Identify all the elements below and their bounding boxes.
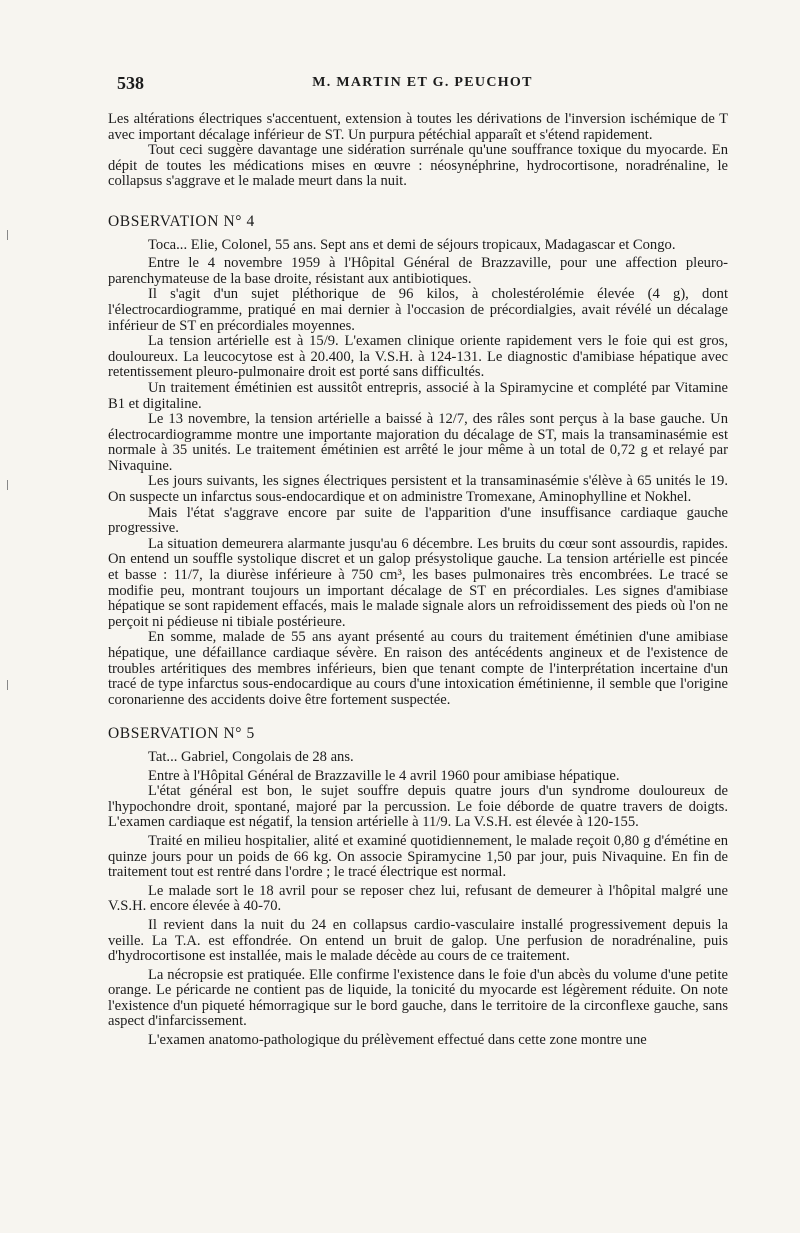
paragraph: La tension artérielle est à 15/9. L'examen clinique oriente rapidement vers le foie qui est gros, douloureux. La leucocytose est à 20.400, la V.S.H. à 124-131. Le diagnostic d'amibiase hépatique avec retentissement pleuro-pulmonaire droit est porté sans difficultés. <box>108 333 728 381</box>
paragraph: Toca... Elie, Colonel, 55 ans. Sept ans et demi de séjours tropicaux, Madagascar et Congo. <box>148 236 676 253</box>
paragraph: Il s'agit d'un sujet pléthorique de 96 kilos, à cholestérolémie élevée (4 g), dont l'électrocardiogramme, pratiqué en mai dernier à l'occasion de précordialgies, avait révélé un décalage inférieur de ST en précordiales moyennes. <box>108 286 728 334</box>
margin-mark <box>7 480 8 490</box>
page-body <box>108 112 728 1049</box>
paragraph: Les altérations électriques s'accentuent, extension à toutes les dérivations de l'inversion ischémique de T avec important décalage inférieur de ST. Un purpura pétéchial apparaît et s'étend rapidement. <box>108 111 728 143</box>
paragraph: En somme, malade de 55 ans ayant présenté au cours du traitement émétinien d'une amibiase hépatique, une défaillance cardiaque sévère. En raison des antécédents angineux et de l'existence de troubles artéritiques des membres inférieurs, bien que tenant compte de l'interprétation incertaine d'un tracé de type infarctus sous-endocardique au cours d'une intoxication émétinienne, il semble que l'origine coronarienne des accidents doive être fortement suspectée. <box>108 629 728 708</box>
paragraph: Entre le 4 novembre 1959 à l'Hôpital Général de Brazzaville, pour une affection pleuro-parenchymateuse de la base droite, résistant aux antibiotiques. <box>108 255 728 287</box>
paragraph: Mais l'état s'aggrave encore par suite de l'apparition d'une insuffisance cardiaque gauche progressive. <box>108 504 728 537</box>
paragraph: Un traitement émétinien est aussitôt entrepris, associé à la Spiramycine et complété par Vitamine B1 et digitaline. <box>108 379 728 412</box>
paragraph: Entre à l'Hôpital Général de Brazzaville le 4 avril 1960 pour amibiase hépatique. <box>148 767 620 784</box>
page-header <box>117 73 728 95</box>
observation-5-heading: OBSERVATION N° 5 <box>108 725 255 743</box>
paragraph: Tat... Gabriel, Congolais de 28 ans. <box>148 748 354 765</box>
paragraph: La situation demeurera alarmante jusqu'au 6 décembre. Les bruits du cœur sont assourdis, rapides. On entend un souffle systolique discret et un galop présystolique gauche. La tension artérielle est pincée et basse : 11/7, la diurèse inférieure à 750 cm³, les bases pulmonaires très encombrées. Le tracé se modifie peu, montrant toujours un important décalage de ST en précordiales. Les signes d'amibiase hépatique se sont rapidement effacés, mais le malade signale alors un refroidissement des pieds où l'on ne perçoit ni pédieuse ni tibiale postérieure. <box>108 535 728 630</box>
margin-mark <box>7 680 8 690</box>
paragraph: L'examen anatomo-pathologique du prélèvement effectué dans cette zone montre une <box>148 1032 647 1049</box>
running-head: M. MARTIN ET G. PEUCHOT <box>312 75 533 90</box>
paragraph: Tout ceci suggère davantage une sidération surrénale qu'une souffrance toxique du myocarde. En dépit de toutes les médications mises en œuvre : néosynéphrine, hydrocortisone, noradrénaline, le collapsus s'aggrave et le malade meurt dans la nuit. <box>108 142 728 190</box>
paragraph: Le 13 novembre, la tension artérielle a baissé à 12/7, des râles sont perçus à la base gauche. Un électrocardiogramme montre une importante majoration du décalage de ST, mais la transaminasémie est normale à 35 unités. Le traitement émétinien est arrêté le jour même à un total de 0,72 g et relayé par Nivaquine. <box>108 411 728 474</box>
paragraph: Traité en milieu hospitalier, alité et examiné quotidiennement, le malade reçoit 0,80 g d'émétine en quinze jours pour un poids de 66 kg. On associe Spiramycine 1,50 par jour, puis Nivaquine. En fin de traitement tout est rentré dans l'ordre ; le tracé électrique est normal. <box>108 832 728 881</box>
paragraph: Il revient dans la nuit du 24 en collapsus cardio-vasculaire installé progressivement depuis la veille. La T.A. est effondrée. On entend un bruit de galop. Une perfusion de noradrénaline, puis d'hydrocortisone est installée, mais le malade décède au cours de ce traitement. <box>108 916 728 965</box>
observation-4-heading: OBSERVATION N° 4 <box>108 212 255 230</box>
margin-mark <box>7 230 8 240</box>
paragraph: L'état général est bon, le sujet souffre depuis quatre jours d'un syndrome douloureux de l'hypochondre droit, spontané, majoré par la percussion. Le foie déborde de quatre travers de doigts. L'examen cardiaque est négatif, la tension artérielle à 11/9. La V.S.H. est élevée à 120-155. <box>108 783 728 831</box>
paragraph: La nécropsie est pratiquée. Elle confirme l'existence dans le foie d'un abcès du volume d'une petite orange. Le péricarde ne contient pas de liquide, la tonicité du myocarde est légèrement réduite. On note l'existence d'un piqueté hémorragique sur le bord gauche, dans le territoire de la circonflexe gauche, sans aspect d'infarcissement. <box>108 966 728 1030</box>
page-number: 538 <box>117 73 144 93</box>
paragraph: Le malade sort le 18 avril pour se reposer chez lui, refusant de demeurer à l'hôpital malgré une V.S.H. encore élevée à 40-70. <box>108 882 728 915</box>
paragraph: Les jours suivants, les signes électriques persistent et la transaminasémie s'élève à 65 unités le 19. On suspecte un infarctus sous-endocardique et on administre Tromexane, Aminophylline et Nokhel. <box>108 473 728 506</box>
